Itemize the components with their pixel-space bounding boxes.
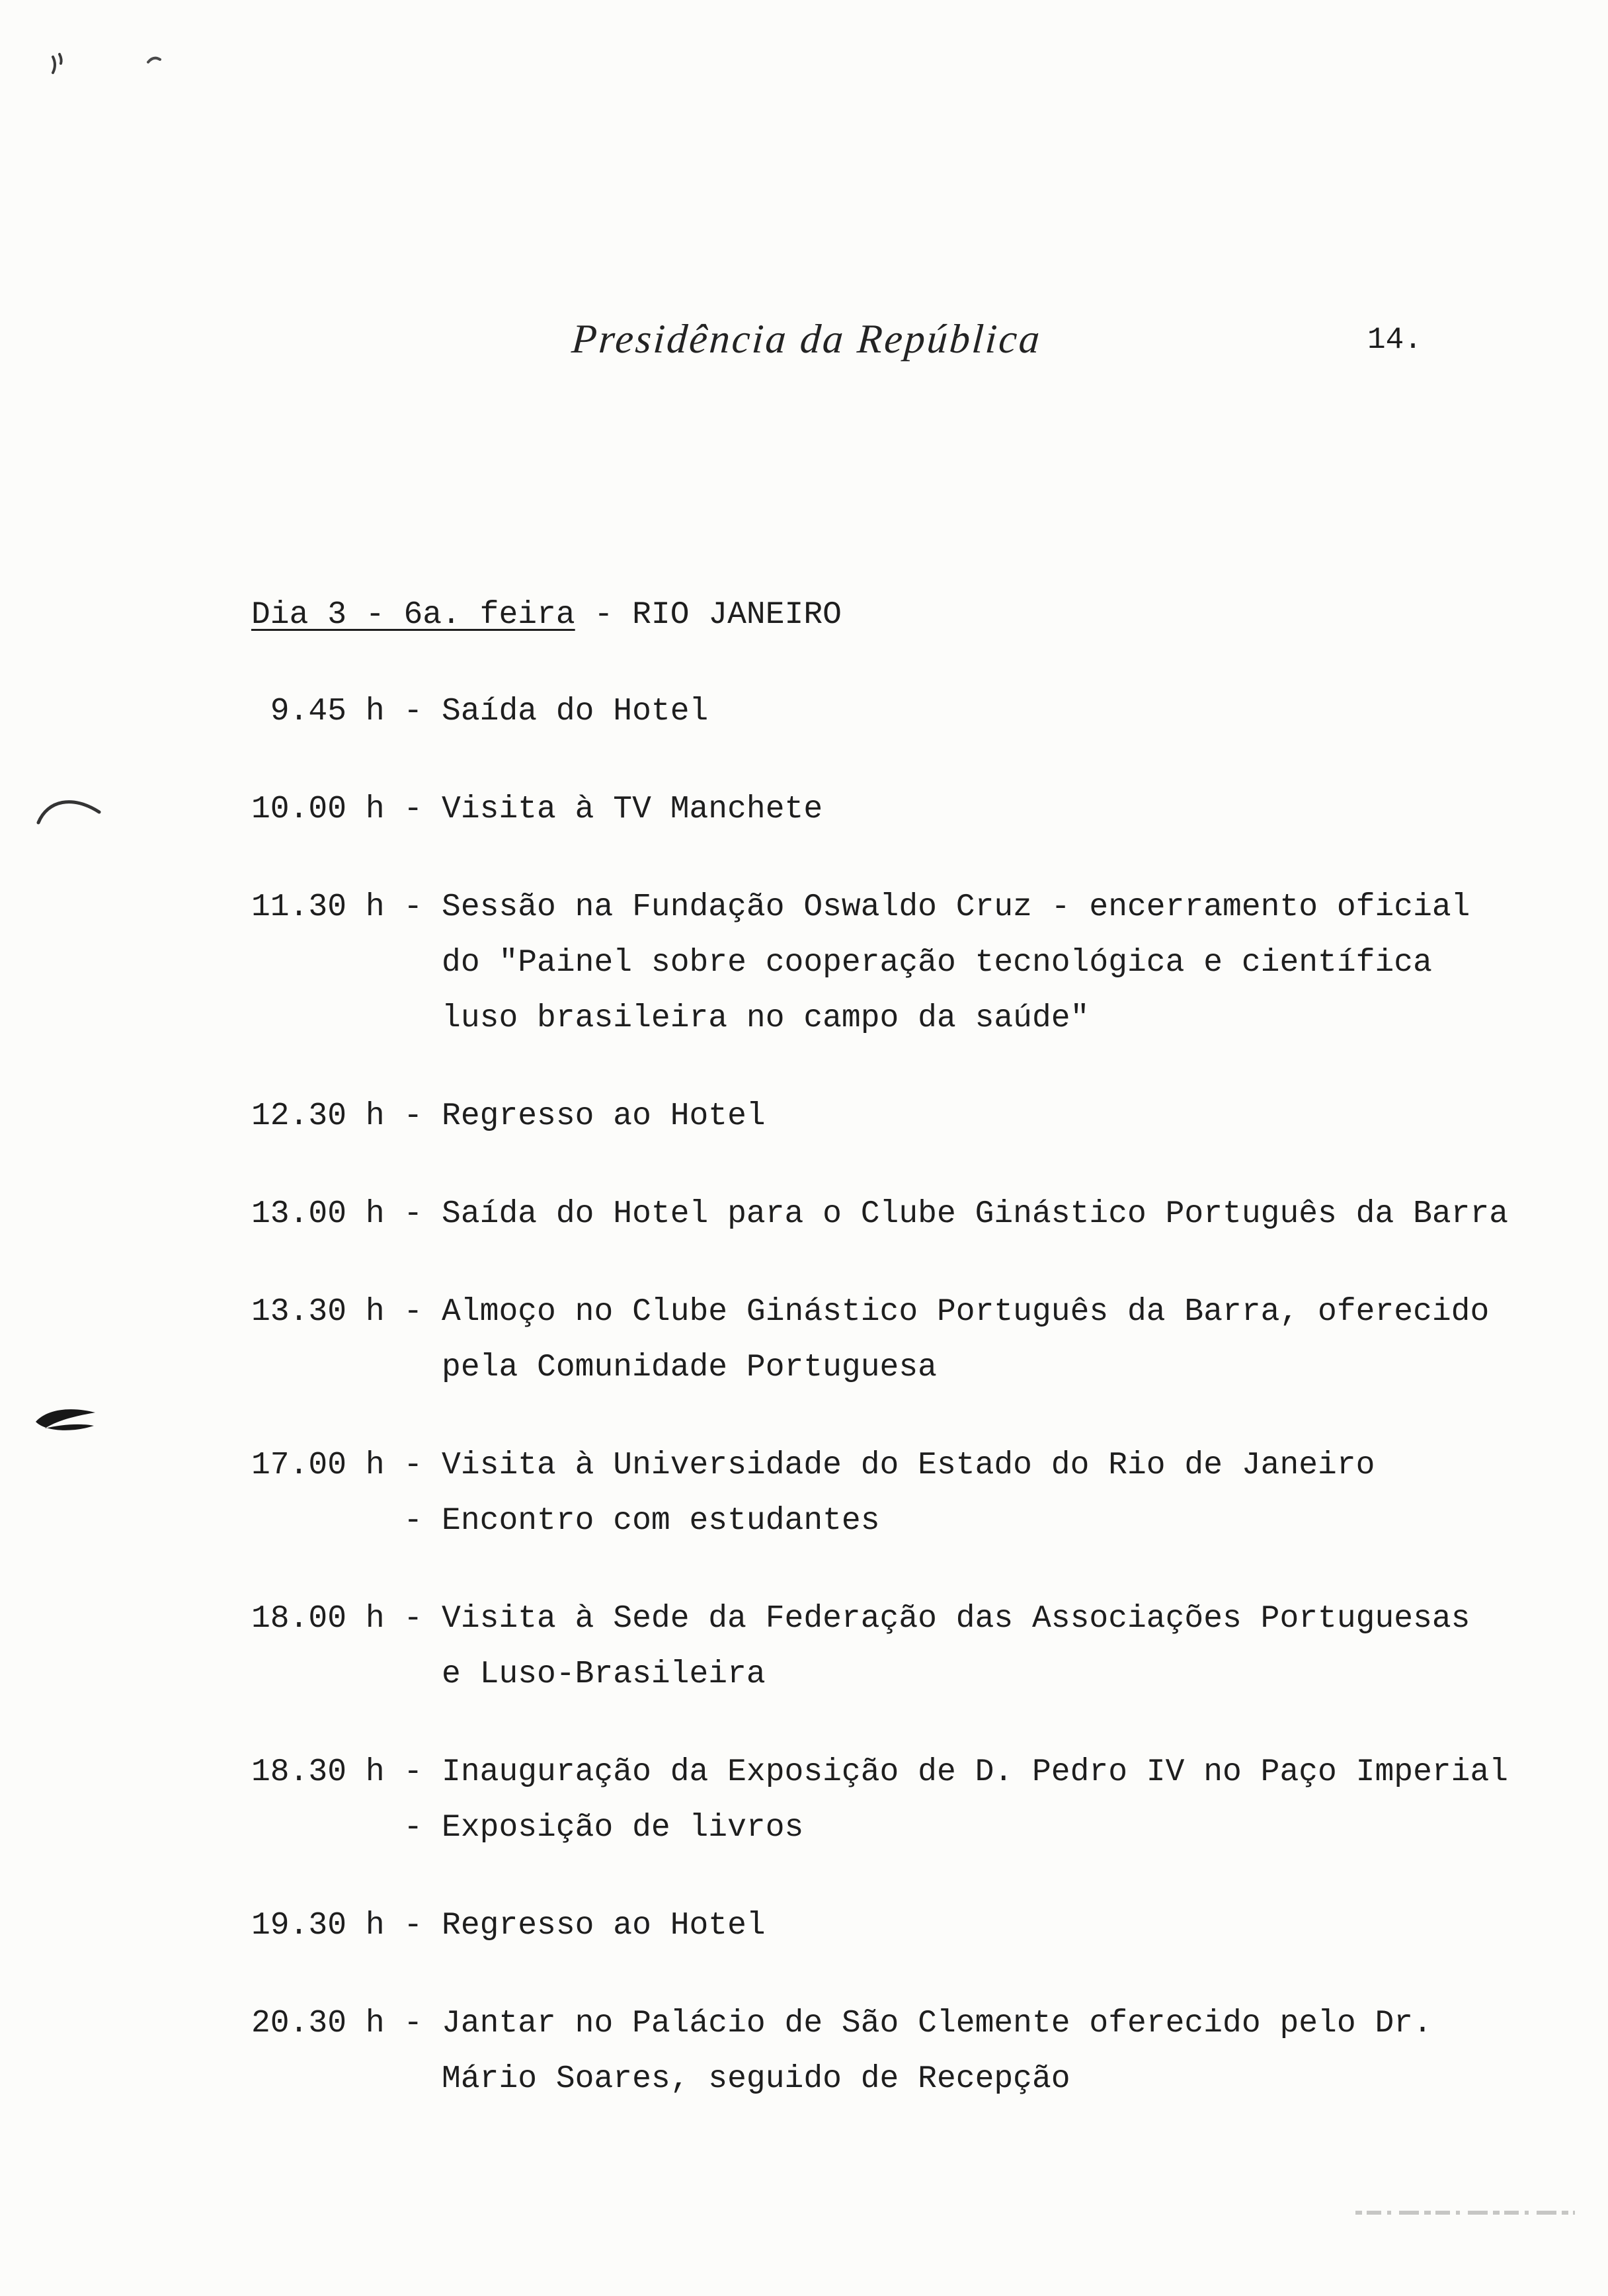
schedule-line: luso brasileira no campo da saúde" — [403, 1001, 1090, 1036]
schedule-time: 13.30 h — [251, 1294, 385, 1330]
schedule-content — [251, 587, 1555, 2149]
schedule-text — [403, 1088, 1555, 1144]
schedule-list — [251, 684, 1555, 2107]
schedule-text — [403, 1591, 1555, 1702]
schedule-time: 18.30 h — [251, 1754, 385, 1790]
schedule-time: 19.30 h — [251, 1908, 385, 1944]
schedule-text — [403, 684, 1555, 739]
pen-blob-mark — [32, 1401, 104, 1447]
schedule-text — [403, 782, 1555, 837]
scan-edge-artifact — [1353, 2203, 1578, 2221]
letterhead-script-title: Presidência da República — [570, 317, 1043, 362]
schedule-item — [251, 1438, 1555, 1549]
schedule-line: - Regresso ao Hotel — [403, 1098, 766, 1134]
schedule-item — [251, 684, 1555, 739]
schedule-line: - Visita à Sede da Federação das Associações Portuguesas — [403, 1601, 1470, 1637]
schedule-text — [403, 1996, 1555, 2107]
schedule-item — [251, 1898, 1555, 1953]
schedule-time: 9.45 h — [251, 694, 385, 729]
schedule-line: - Visita à TV Manchete — [403, 792, 823, 827]
schedule-item — [251, 1186, 1555, 1242]
schedule-line: - Visita à Universidade do Estado do Rio de Janeiro — [403, 1448, 1375, 1483]
schedule-time: 13.00 h — [251, 1196, 385, 1232]
schedule-text — [403, 1186, 1555, 1242]
pen-swoosh-mark — [34, 788, 107, 841]
schedule-item — [251, 880, 1555, 1046]
schedule-line: pela Comunidade Portuguesa — [403, 1350, 937, 1385]
day-title-underlined: Dia 3 - 6a. feira — [251, 597, 575, 633]
day-title — [251, 587, 1555, 643]
schedule-item — [251, 1591, 1555, 1702]
schedule-time: 10.00 h — [251, 792, 385, 827]
schedule-line: - Regresso ao Hotel — [403, 1908, 766, 1944]
schedule-line: Mário Soares, seguido de Recepção — [403, 2061, 1070, 2097]
schedule-time: 17.00 h — [251, 1448, 385, 1483]
schedule-line: - Saída do Hotel — [403, 694, 709, 729]
schedule-line: - Almoço no Clube Ginástico Português da Barra, oferecido — [403, 1294, 1490, 1330]
schedule-line: - Exposição de livros — [403, 1810, 804, 1846]
schedule-line: - Jantar no Palácio de São Clemente oferecido pelo Dr. — [403, 2006, 1432, 2041]
schedule-item — [251, 1996, 1555, 2107]
schedule-time: 11.30 h — [251, 889, 385, 925]
schedule-line: - Encontro com estudantes — [403, 1503, 880, 1539]
schedule-line: do "Painel sobre cooperação tecnológica e científica — [403, 945, 1432, 981]
schedule-line: - Saída do Hotel para o Clube Ginástico Português da Barra — [403, 1196, 1509, 1232]
day-title-rest: - RIO JANEIRO — [575, 597, 842, 633]
schedule-line: - Sessão na Fundação Oswaldo Cruz - encerramento oficial — [403, 889, 1470, 925]
page-number: 14. — [1367, 323, 1422, 357]
schedule-text — [403, 1438, 1555, 1549]
schedule-line: e Luso-Brasileira — [403, 1657, 766, 1692]
schedule-text — [403, 1744, 1555, 1856]
schedule-time: 12.30 h — [251, 1098, 385, 1134]
schedule-line: - Inauguração da Exposição de D. Pedro IV no Paço Imperial — [403, 1754, 1509, 1790]
schedule-item — [251, 1284, 1555, 1395]
schedule-item — [251, 1088, 1555, 1144]
schedule-text — [403, 880, 1555, 1046]
schedule-time: 20.30 h — [251, 2006, 385, 2041]
schedule-item — [251, 782, 1555, 837]
schedule-time: 18.00 h — [251, 1601, 385, 1637]
stray-ink-mark — [44, 48, 189, 94]
schedule-text — [403, 1284, 1555, 1395]
schedule-item — [251, 1744, 1555, 1856]
schedule-text — [403, 1898, 1555, 1953]
